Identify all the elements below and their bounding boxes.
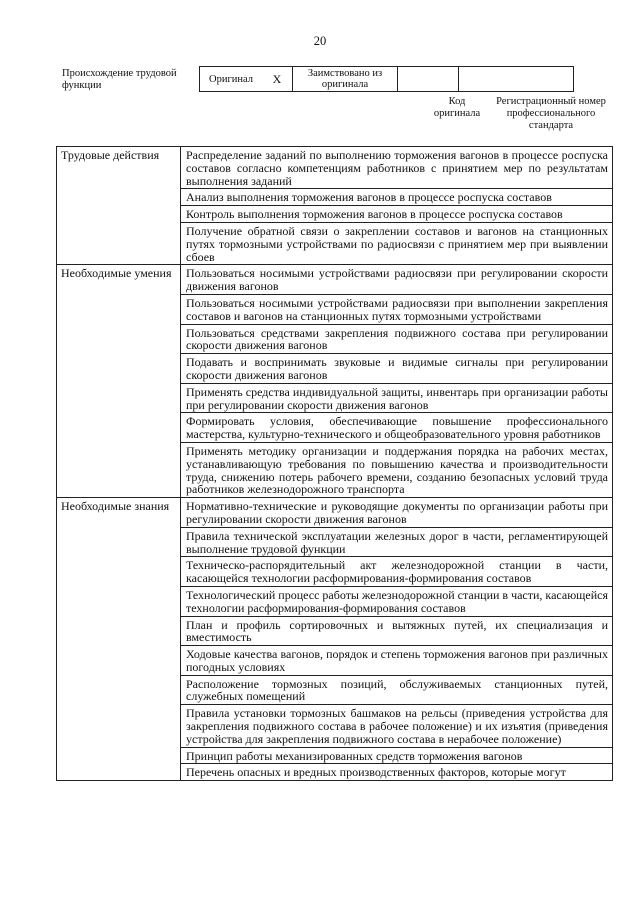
borrowed-cell: Заимствовано из оригинала <box>293 67 398 92</box>
original-mark: X <box>262 67 293 92</box>
list-item: Пользоваться средствами закрепления подвижного состава при регулировании скорости движения вагонов <box>181 324 613 354</box>
code-caption: Код оригинала <box>433 96 481 119</box>
origin-table <box>199 66 574 92</box>
list-item: Контроль выполнения торможения вагонов в процессе роспуска составов <box>181 206 613 223</box>
list-item: Нормативно-технические и руководящие документы по организации работы при регулировании скорости движения вагонов <box>181 498 613 528</box>
list-item: План и профиль сортировочных и вытяжных путей, их специализация и вместимость <box>181 616 613 646</box>
section-label-skills: Необходимые умения <box>57 265 181 498</box>
list-item: Получение обратной связи о закреплении составов и вагонов на станционных путях тормозными устройствами по радиосвязи с принятием мер при выявлении сбоев <box>181 222 613 264</box>
reg-caption: Регистрационный номер профессионального стандарта <box>496 96 606 131</box>
function-table <box>56 146 613 781</box>
list-item: Техническо-распорядительный акт железнодорожной станции в части, касающейся технологии расформирования-формирования составов <box>181 557 613 587</box>
list-item: Технологический процесс работы железнодорожной станции в части, касающейся технологии расформирования-формирования составов <box>181 586 613 616</box>
list-item: Ходовые качества вагонов, порядок и степень торможения вагонов при различных погодных условиях <box>181 646 613 676</box>
list-item: Принцип работы механизированных средств торможения вагонов <box>181 747 613 764</box>
list-item: Пользоваться носимыми устройствами радиосвязи при регулировании скорости движения вагонов <box>181 265 613 295</box>
original-cell: Оригинал <box>200 67 263 92</box>
list-item: Распределение заданий по выполнению торможения вагонов в процессе роспуска составов согласно компетенциям работников с принятием мер по результатам выполнения заданий <box>181 147 613 189</box>
table-row <box>57 265 613 295</box>
list-item: Применять средства индивидуальной защиты, инвентарь при организации работы при регулировании скорости движения вагонов <box>181 383 613 413</box>
list-item: Анализ выполнения торможения вагонов в процессе роспуска составов <box>181 189 613 206</box>
list-item: Формировать условия, обеспечивающие повышение профессионального мастерства, культурно-технического и общеобразовательного уровня работников <box>181 413 613 443</box>
list-item: Пользоваться носимыми устройствами радиосвязи при выполнении закрепления составов и вагонов на станционных путях тормозными устройствами <box>181 294 613 324</box>
list-item: Перечень опасных и вредных производственных факторов, которые могут <box>181 764 613 781</box>
list-item: Правила установки тормозных башмаков на рельсы (приведения устройства для закрепления подвижного состава в рабочее положение) и их изъятия (приведения устройства для закрепления подвижного состава в нерабочее положение) <box>181 705 613 747</box>
section-label-knowledge: Необходимые знания <box>57 498 181 781</box>
section-label-actions: Трудовые действия <box>57 147 181 265</box>
list-item: Правила технической эксплуатации железных дорог в части, регламентирующей выполнение трудовой функции <box>181 527 613 557</box>
list-item: Расположение тормозных позиций, обслуживаемых станционных путей, служебных помещений <box>181 675 613 705</box>
list-item: Подавать и воспринимать звуковые и видимые сигналы при регулировании скорости движения вагонов <box>181 354 613 384</box>
code-cell <box>398 67 459 92</box>
reg-number-cell <box>459 67 574 92</box>
table-row <box>57 498 613 528</box>
origin-label: Происхождение трудовой функции <box>62 68 177 91</box>
list-item: Применять методику организации и поддержания порядка на рабочих местах, устанавливающую требования по повышению качества и производительности труда, снижению потерь рабочего времени, созданию безопасных условий труда работников железнодорожного транспорта <box>181 442 613 497</box>
page-number: 20 <box>313 34 327 48</box>
table-row <box>57 147 613 189</box>
